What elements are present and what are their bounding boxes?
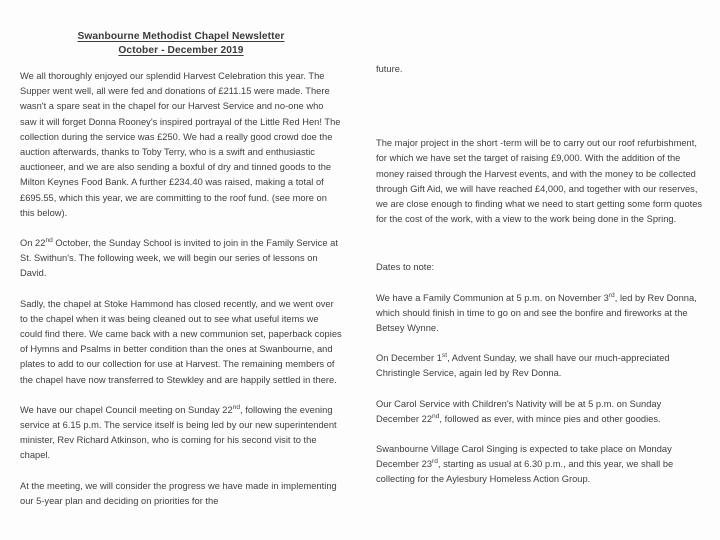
paragraph-christingle-service: On December 1st, Advent Sunday, we shall have our much-appreciated Christingle Service, again led by Rev Donna. (376, 352, 670, 379)
paragraph-continuation-future: future. (376, 64, 403, 74)
paragraph-roof-refurbishment: The major project in the short -term will be to carry out our roof refurbishment, for which we have set the target of raising £9,000. With the addition of the money raised through the Harvest events, and with the money to be collected through Gift Aid, we will have reached £4,000, and together with our reserves, we are close enough to finding what we need to start getting some form quotes for the cost of the work, with a view to the work being done in the Spring. (376, 138, 703, 225)
paragraph-chapel-council: We have our chapel Council meeting on Sunday 22nd, following the evening service at 6.15 p.m. The service itself is being led by our new superintendent minister, Rev Richard Atkinson, who is coming for his second visit to the chapel. (20, 403, 337, 461)
paragraph-stoke-hammond: Sadly, the chapel at Stoke Hammond has closed recently, and we went over to the chapel when it was being cleaned out to see what useful items we could find there. We came back with a new communion set, paperback copies of Hymns and Psalms in better condition than the ones at Swanbourne, and plates to add to our collection for use at Harvest. The remaining members of the chapel have now transferred to Stewkley and are happily settled in there. (20, 298, 342, 385)
paragraph-village-carol-singing: Swanbourne Village Carol Singing is expected to take place on Monday December 23rd, starting as usual at 6.30 p.m., and this year, we shall be collecting for the Aylesbury Homeless Action Group. (376, 444, 674, 485)
page-title-line-1: Swanbourne Methodist Chapel Newsletter (77, 31, 285, 42)
paragraph-harvest-celebration: We all thoroughly enjoyed our splendid Harvest Celebration this year. The Supper went well, all were fed and donations of £211.15 were made. There wasn't a spare seat in the chapel for our Harvest Service and no-one who saw it will forget Donna Rooney's inspired portrayal of the Little Red Hen! The collection during the service was £250. We had a really good crowd doe the auction afterwards, thanks to Toby Terry, who is a swift and enthusiastic auctioneer, and we are also sending a boxful of dry and tinned goods to the Milton Keynes Food Bank. A further £234.40 was raised, making a total of £695.55, which this year, we are committing to the roof fund. (see more on this below). (20, 71, 341, 218)
paragraph-sunday-school: On 22nd October, the Sunday School is invited to join in the Family Service at St. Swithun's. The following week, we will begin our series of lessons on David. (20, 236, 338, 279)
paragraph-family-communion: We have a Family Communion at 5 p.m. on November 3rd, led by Rev Donna, which should finish in time to go on and see the bonfire and fireworks at the Betsey Wynne. (376, 291, 697, 334)
dates-to-note-heading: Dates to note: (376, 262, 435, 273)
right-column (368, 0, 720, 540)
page-title-line-2: October - December 2019 (118, 44, 244, 56)
column-spacer (376, 92, 704, 136)
paragraph-carol-service: Our Carol Service with Children's Nativity will be at 5 p.m. on Sunday December 22nd, followed as ever, with mince pies and other goodies. (376, 398, 662, 424)
section-spacer (376, 242, 704, 260)
paragraph-five-year-plan: At the meeting, we will consider the progress we have made in implementing our 5-year plan and deciding on priorities for the (20, 480, 337, 506)
page-title (20, 30, 342, 57)
